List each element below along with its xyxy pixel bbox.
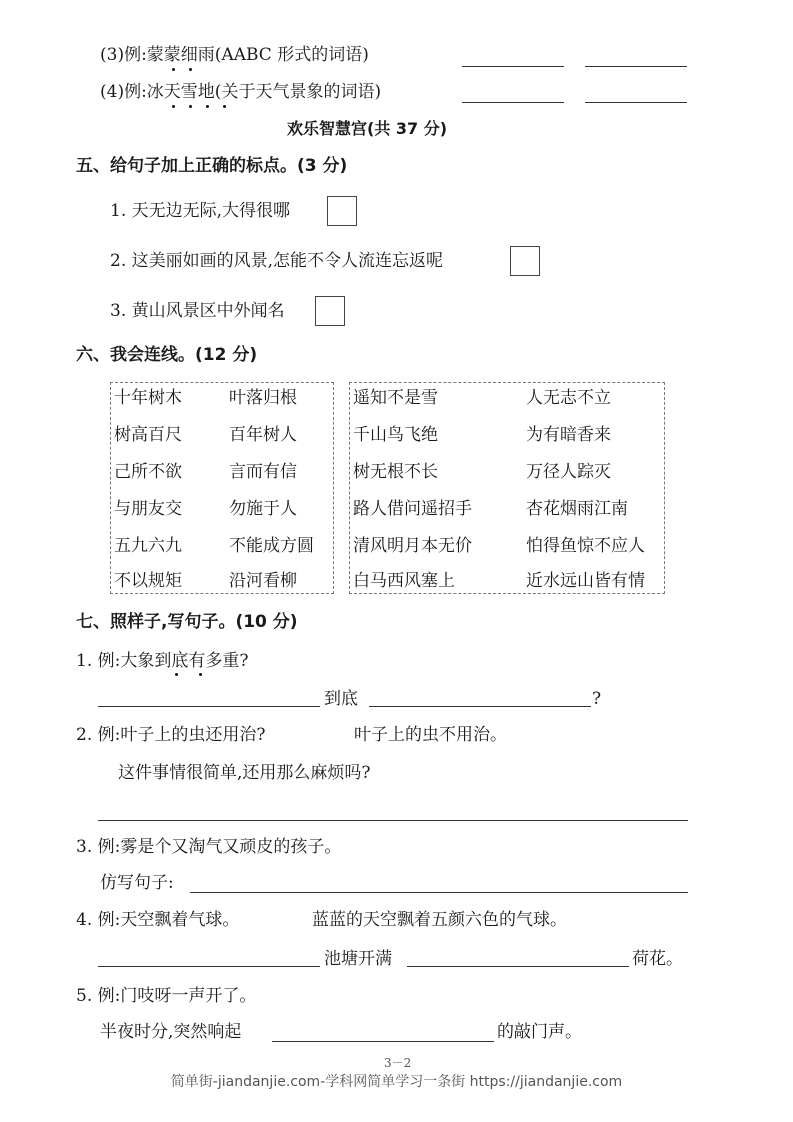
rewrite-keyword: 到底 (324, 689, 358, 709)
section-6-title: 六、我会连线。(12 分) (76, 345, 258, 365)
emphasis-dot (189, 68, 192, 71)
emphasis-dot (223, 105, 226, 108)
match-item[interactable]: 与朋友交 (114, 499, 182, 519)
emphasis-dot (172, 105, 175, 108)
question-4-weather: (4)例:冰天雪地(关于天气景象的词语) (100, 82, 382, 102)
punctuation-box-3[interactable] (315, 296, 345, 326)
punctuation-item-3: 3. 黄山风景区中外闻名 (110, 301, 285, 321)
answer-blank[interactable] (407, 966, 629, 967)
rewrite-example-4: 4. 例:天空飘着气球。 (76, 910, 240, 930)
rewrite-task-2: 这件事情很简单,还用那么麻烦吗? (118, 763, 371, 783)
rewrite-task-5-suffix: 的敲门声。 (497, 1022, 582, 1042)
footer-watermark: 简单街-jiandanjie.com-学科网简单学习一条街 https://jiandanjie.com (170, 1074, 623, 1090)
punctuation-item-1: 1. 天无边无际,大得很哪 (110, 201, 291, 221)
answer-blank[interactable] (272, 1041, 494, 1042)
answer-blank[interactable] (585, 66, 687, 67)
rewrite-keyword: 荷花。 (632, 949, 683, 969)
match-item[interactable]: 树高百尺 (114, 425, 182, 445)
question-mark: ? (592, 689, 602, 709)
rewrite-example-5: 5. 例:门吱呀一声开了。 (76, 986, 257, 1006)
answer-blank[interactable] (462, 66, 564, 67)
match-item[interactable]: 路人借问遥招手 (353, 499, 472, 519)
part-title: 欢乐智慧宫(共 37 分) (287, 119, 448, 138)
matching-grid-right (349, 382, 665, 594)
match-item[interactable]: 万径人踪灭 (526, 462, 611, 482)
emphasis-dot (206, 105, 209, 108)
match-item[interactable]: 遥知不是雪 (353, 388, 438, 408)
match-item[interactable]: 言而有信 (229, 462, 297, 482)
match-item[interactable]: 勿施于人 (229, 499, 297, 519)
match-item[interactable]: 树无根不长 (353, 462, 438, 482)
answer-line[interactable] (98, 820, 688, 821)
match-item[interactable]: 不以规矩 (114, 571, 182, 591)
answer-blank[interactable] (585, 102, 687, 103)
match-item[interactable]: 人无志不立 (526, 388, 611, 408)
match-item[interactable]: 沿河看柳 (229, 571, 297, 591)
match-item[interactable]: 不能成方圆 (229, 536, 314, 556)
rewrite-example-2: 2. 例:叶子上的虫还用治? (76, 725, 266, 745)
match-item[interactable]: 十年树木 (114, 388, 182, 408)
match-item[interactable]: 为有暗香来 (526, 425, 611, 445)
rewrite-task-5-prefix: 半夜时分,突然响起 (100, 1022, 242, 1042)
emphasis-dot (172, 68, 175, 71)
rewrite-task-3-label: 仿写句子: (100, 873, 174, 893)
emphasis-dot (175, 673, 178, 676)
match-item[interactable]: 白马西风塞上 (353, 571, 455, 591)
emphasis-dot (199, 673, 202, 676)
match-item[interactable]: 百年树人 (229, 425, 297, 445)
matching-grid-left (110, 382, 334, 594)
page-number: 3－2 (384, 1056, 412, 1070)
match-item[interactable]: 己所不欲 (114, 462, 182, 482)
answer-blank[interactable] (369, 706, 591, 707)
match-item[interactable]: 五九六九 (114, 536, 182, 556)
question-3-aabc: (3)例:蒙蒙细雨(AABC 形式的词语) (100, 45, 369, 65)
rewrite-example-3: 3. 例:雾是个又淘气又顽皮的孩子。 (76, 837, 342, 857)
match-item[interactable]: 叶落归根 (229, 388, 297, 408)
match-item[interactable]: 清风明月本无价 (353, 536, 472, 556)
rewrite-example-2-answer: 叶子上的虫不用治。 (354, 725, 507, 745)
answer-blank[interactable] (98, 966, 320, 967)
section-5-title: 五、给句子加上正确的标点。(3 分) (76, 156, 348, 176)
answer-blank[interactable] (462, 102, 564, 103)
emphasis-dot (189, 105, 192, 108)
answer-blank[interactable] (98, 706, 320, 707)
punctuation-item-2: 2. 这美丽如画的风景,怎能不令人流连忘返呢 (110, 251, 444, 271)
section-7-title: 七、照样子,写句子。(10 分) (76, 612, 298, 632)
rewrite-example-4-answer: 蓝蓝的天空飘着五颜六色的气球。 (312, 910, 567, 930)
match-item[interactable]: 千山鸟飞绝 (353, 425, 438, 445)
answer-line[interactable] (190, 892, 688, 893)
punctuation-box-2[interactable] (510, 246, 540, 276)
punctuation-box-1[interactable] (327, 196, 357, 226)
match-item[interactable]: 近水远山皆有情 (526, 571, 645, 591)
rewrite-example-1: 1. 例:大象到底有多重? (76, 651, 249, 671)
rewrite-keyword: 池塘开满 (324, 949, 392, 969)
match-item[interactable]: 杏花烟雨江南 (526, 499, 628, 519)
match-item[interactable]: 怕得鱼惊不应人 (526, 536, 645, 556)
